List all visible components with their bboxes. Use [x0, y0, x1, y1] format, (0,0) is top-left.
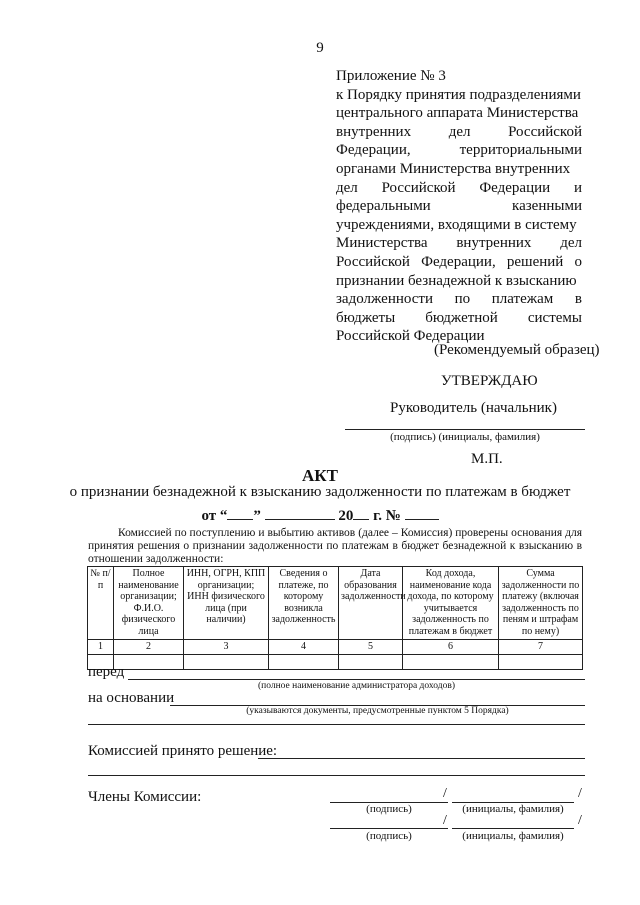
table-cell[interactable] — [499, 655, 583, 670]
head-title: Руководитель (начальник) — [390, 400, 557, 416]
month-blank[interactable] — [265, 507, 335, 520]
intro-text: Комиссией по поступлению и выбытию активов (далее – Комиссия) проверены основания для принятия решения о признании задолженности по платежам в бюджет безнадежной к взысканию в отношении задолженности: — [88, 527, 582, 565]
table-row[interactable] — [88, 655, 583, 670]
col-number: 6 — [403, 640, 499, 655]
col-header-income-code: Код дохода, наименование кода дохода, по которому учитывается задолженность по платежам в бюджет — [403, 567, 499, 640]
col-header-amount: Сумма задолженности по платежу (включая задолженность по пеням и штрафам по нему) — [499, 567, 583, 640]
member-2-slash-end: / — [578, 813, 582, 828]
member-2-name-caption: (инициалы, фамилия) — [462, 830, 564, 842]
table-row-numbers — [88, 640, 583, 655]
appendix-line: Федерации, территориальными — [336, 142, 582, 159]
member-2-signature-line[interactable] — [330, 828, 448, 829]
appendix-line: бюджеты бюджетной системы — [336, 309, 582, 326]
head-signature-caption: (подпись) (инициалы, фамилия) — [390, 431, 540, 443]
decision-label: Комиссией принято решение: — [88, 743, 278, 759]
before-caption: (полное наименование администратора доходов) — [257, 681, 456, 691]
year-blank[interactable] — [353, 507, 369, 520]
appendix-line: центрального аппарата Министерства — [336, 105, 579, 122]
debt-table — [87, 566, 583, 670]
members-label: Члены Комиссии: — [88, 789, 202, 805]
member-2-slash: / — [443, 813, 447, 828]
appendix-line: органами Министерства внутренних — [336, 160, 571, 177]
basis-field-line-2[interactable] — [88, 724, 585, 725]
appendix-line: внутренних дел Российской — [336, 123, 582, 140]
col-header-number: № п/п — [88, 567, 114, 640]
member-1-name-caption: (инициалы, фамилия) — [462, 803, 564, 815]
act-date-line — [0, 507, 640, 525]
act-label: АКТ — [302, 466, 338, 485]
col-header-date: Дата образования задолженности — [339, 567, 403, 640]
act-title: о признании безнадежной к взысканию задолженности по платежам в бюджет — [69, 484, 571, 500]
table-cell[interactable] — [269, 655, 339, 670]
year-prefix: 20 — [338, 508, 354, 524]
before-label: перед — [88, 664, 125, 680]
number-blank[interactable] — [405, 507, 439, 520]
col-number: 3 — [184, 640, 269, 655]
decision-field-line-2[interactable] — [88, 775, 585, 776]
basis-caption: (указываются документы, предусмотренные пунктом 5 Порядка) — [246, 706, 509, 716]
col-number: 1 — [88, 640, 114, 655]
approve-heading: УТВЕРЖДАЮ — [441, 373, 538, 389]
appendix-line: учреждениями, входящими в систему — [336, 216, 577, 233]
member-1-slash: / — [443, 786, 447, 801]
number-label: г. № — [373, 508, 401, 524]
appendix-line: Российской Федерации, решений о — [336, 253, 582, 270]
col-number: 2 — [114, 640, 184, 655]
appendix-title: Приложение № 3 — [336, 68, 446, 84]
appendix-text — [336, 86, 582, 346]
basis-label: на основании — [88, 690, 175, 706]
col-number: 4 — [269, 640, 339, 655]
appendix-block — [336, 67, 582, 346]
col-number: 5 — [339, 640, 403, 655]
appendix-line: признании безнадежной к взысканию — [336, 272, 577, 289]
table-cell[interactable] — [339, 655, 403, 670]
appendix-line: дел Российской Федерации и — [336, 179, 582, 196]
table-cell[interactable] — [403, 655, 499, 670]
before-field[interactable] — [128, 679, 585, 680]
date-quote-close: ” — [253, 508, 261, 524]
member-2-name-line[interactable] — [452, 828, 574, 829]
col-header-inn: ИНН, ОГРН, КПП организации; ИНН физического лица (при наличии) — [184, 567, 269, 640]
table-cell[interactable] — [184, 655, 269, 670]
date-prefix: от “ — [201, 508, 228, 524]
appendix-line: Российской Федерации — [336, 328, 485, 345]
appendix-line: федеральными казенными — [336, 198, 582, 215]
head-signature-line — [345, 429, 585, 430]
member-2-signature-caption: (подпись) — [366, 830, 412, 842]
col-header-organization: Полное наименование организации; Ф.И.О. физического лица — [114, 567, 184, 640]
member-1-slash-end: / — [578, 786, 582, 801]
appendix-line: задолженности по платежам в — [336, 291, 582, 308]
col-header-payment: Сведения о платеже, по которому возникла задолженность — [269, 567, 339, 640]
decision-field[interactable] — [258, 758, 585, 759]
sample-note: (Рекомендуемый образец) — [434, 342, 600, 358]
stamp-place: М.П. — [471, 451, 503, 467]
col-number: 7 — [499, 640, 583, 655]
page-number: 9 — [316, 40, 324, 56]
appendix-line: к Порядку принятия подразделениями — [336, 86, 581, 103]
member-1-signature-caption: (подпись) — [366, 803, 412, 815]
day-blank[interactable] — [227, 507, 253, 520]
appendix-line: Министерства внутренних дел — [336, 235, 582, 252]
